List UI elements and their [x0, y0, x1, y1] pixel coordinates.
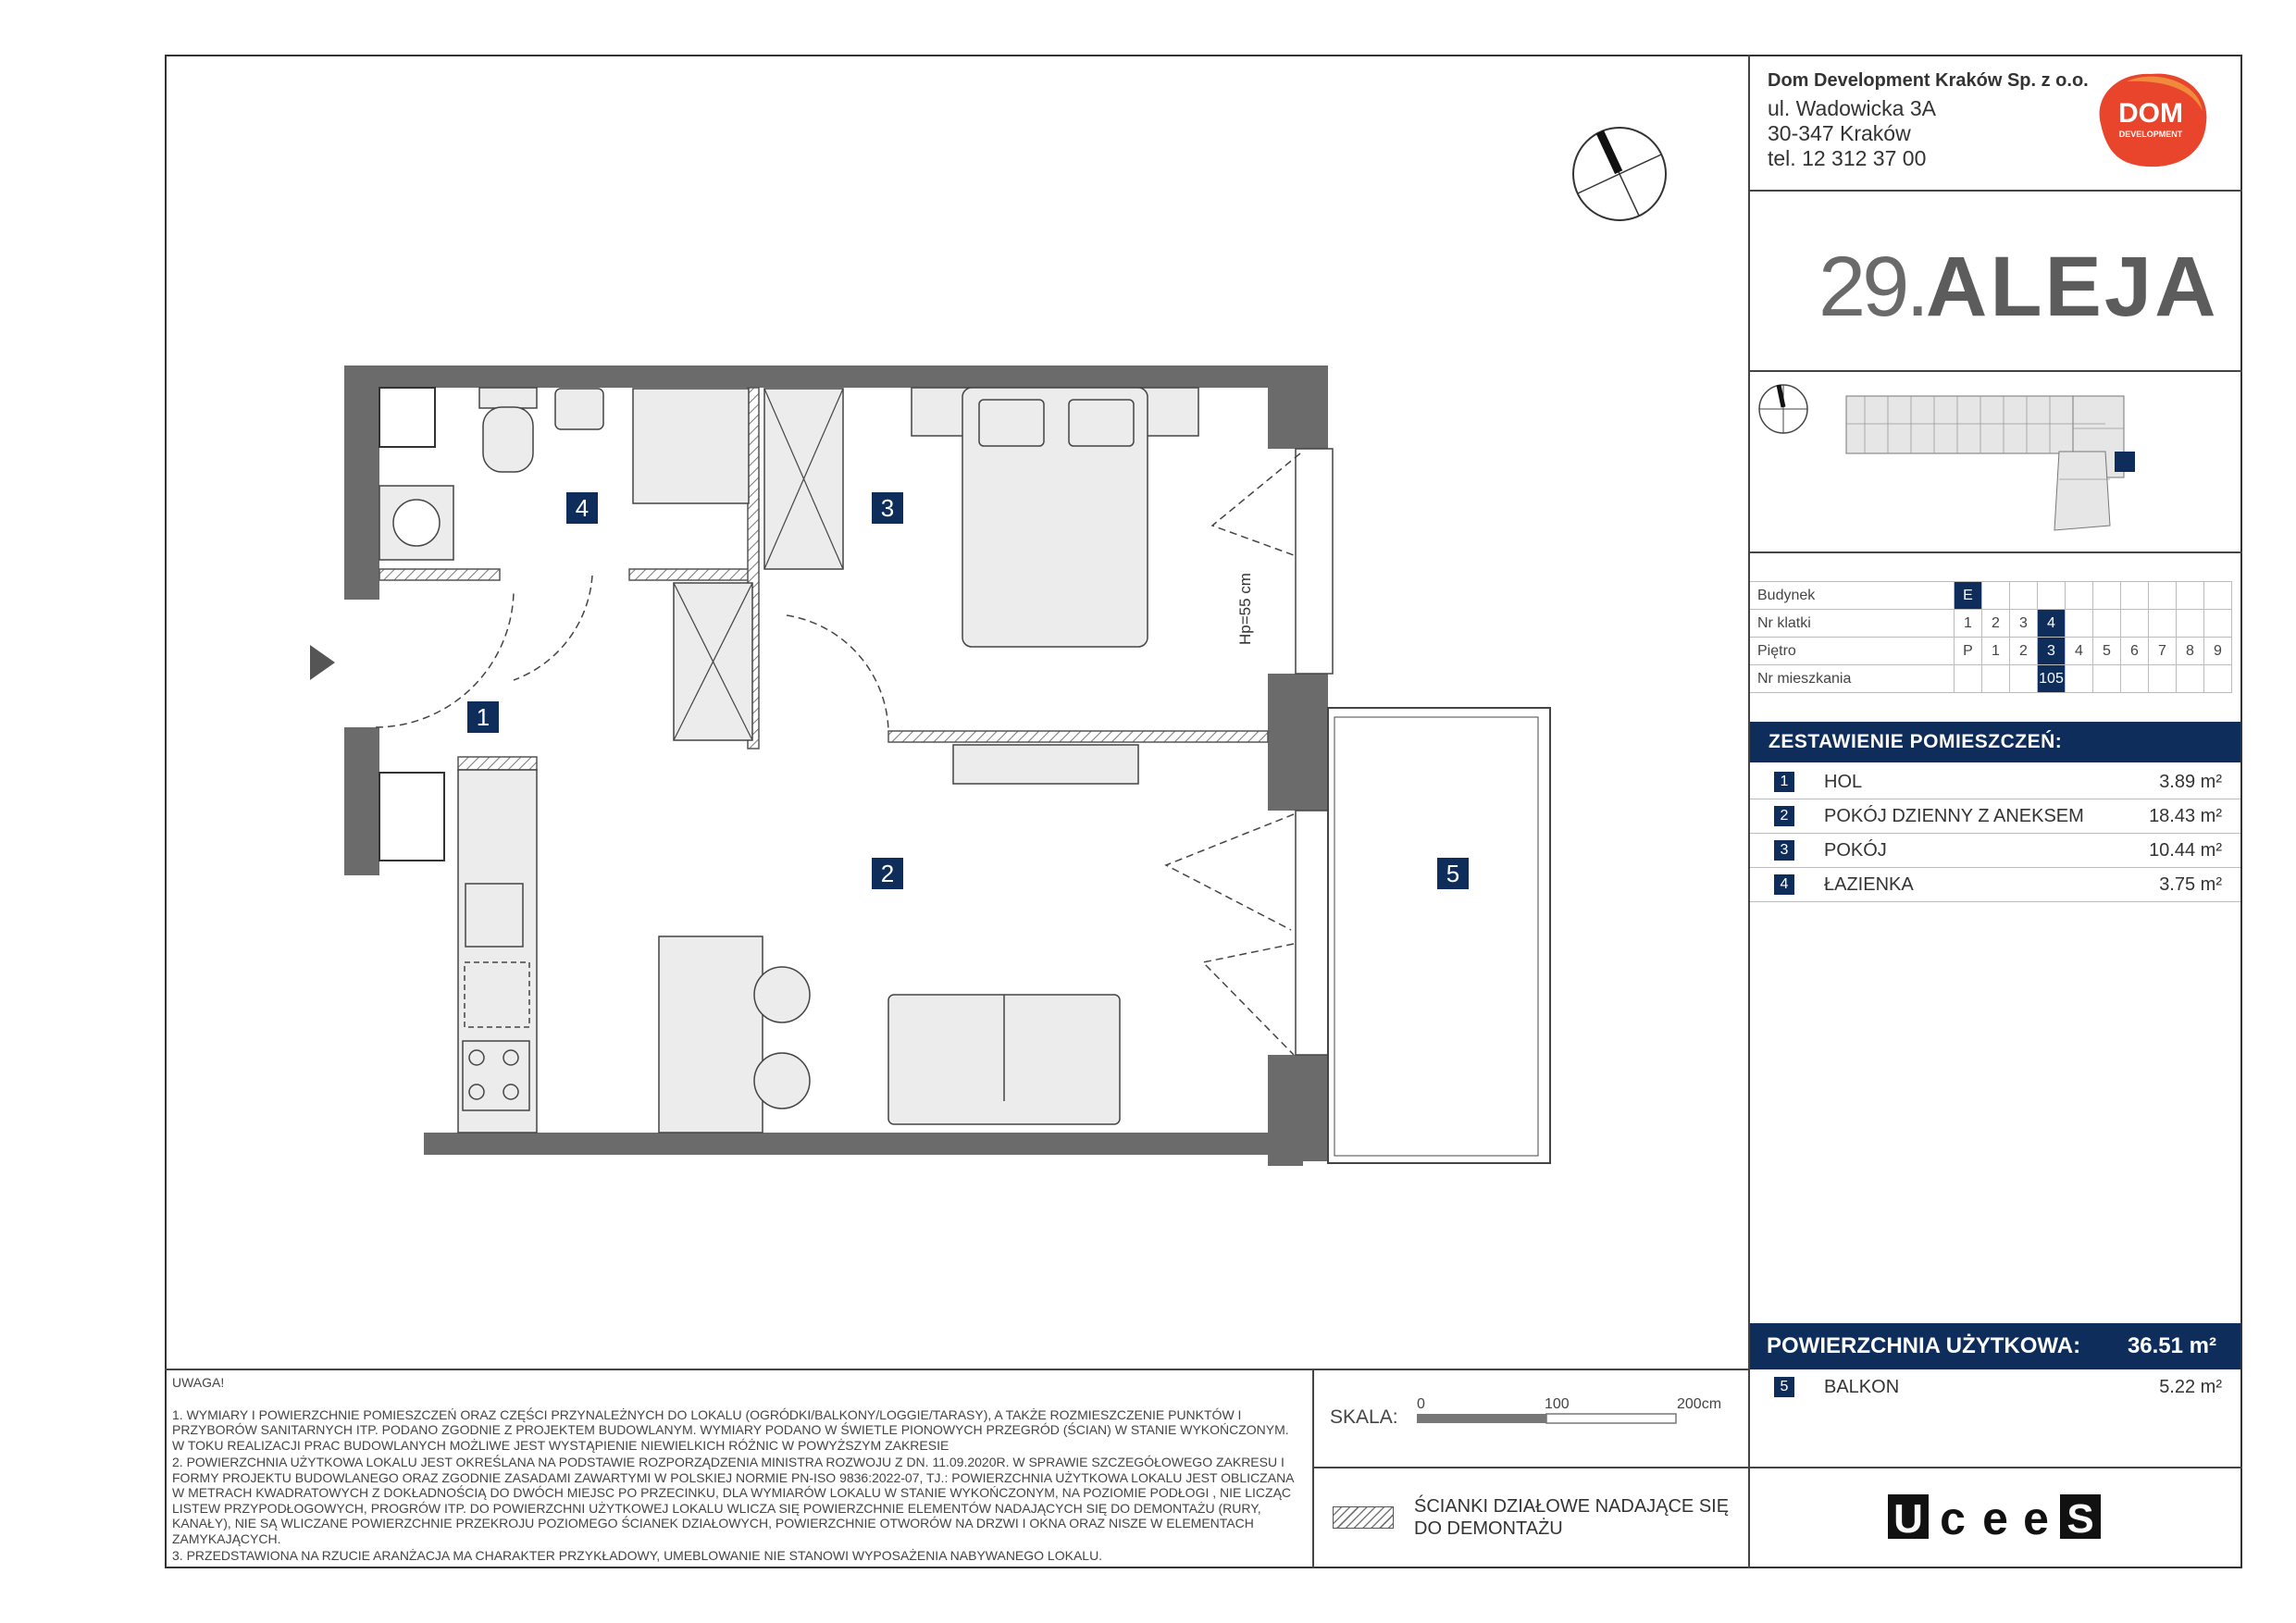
room-marker-1: 1: [467, 701, 499, 733]
brand-number: 29.: [1818, 240, 1926, 334]
balcony-area: 5.22 m²: [2159, 1377, 2222, 1397]
brand-name: ALEJA: [1925, 240, 2219, 334]
window-height-note: Hp=55 cm: [1236, 573, 1254, 645]
room-name: ŁAZIENKA: [1824, 874, 1914, 895]
building-info-table: [1750, 581, 2232, 693]
logo-dom-text: DOM: [2118, 98, 2183, 129]
room-area: 10.44 m²: [2149, 840, 2222, 861]
hatch-legend-swatch: [1333, 1506, 1394, 1529]
room-area: 3.75 m²: [2159, 874, 2222, 895]
rooms-heading: ZESTAWIENIE POMIESZCZEŃ:: [1750, 722, 2240, 762]
company-divider: [1748, 190, 2242, 192]
room-area: 3.89 m²: [2159, 772, 2222, 792]
notes-title: UWAGA!: [172, 1375, 225, 1390]
company-phone: tel. 12 312 37 00: [1768, 146, 1927, 170]
company-address-city: 30-347 Kraków: [1768, 121, 1911, 145]
key-plan: [1754, 378, 2235, 544]
row-klatka: Nr klatki 1 2 3 4: [1750, 610, 2232, 638]
company-name: Dom Development Kraków Sp. z o.o.: [1768, 70, 2089, 91]
scale-label: SKALA:: [1330, 1406, 1398, 1428]
cell-klatka-selected: 4: [2038, 610, 2066, 638]
scale-tick-200: 200cm: [1677, 1396, 1722, 1412]
room-number: 3: [1774, 840, 1794, 861]
notes-block: [172, 1375, 1299, 1566]
note-item: 3. PRZEDSTAWIONA NA RZUCIE ARANŻACJA MA CHARAKTER PRZYKŁADOWY, UMEBLOWANIE NIE STANOWI WYPOSAŻENIA NABYWANEGO LOKALU.: [172, 1548, 1103, 1563]
notes-skala-divider: [1312, 1369, 1314, 1568]
total-area-label: POWIERZCHNIA UŻYTKOWA:: [1767, 1333, 2081, 1358]
room-name: HOL: [1824, 772, 1863, 792]
notes-divider: [165, 1369, 1749, 1370]
svg-text:e: e: [1982, 1493, 2008, 1543]
cell-pietro-selected: 3: [2038, 638, 2066, 665]
room-row: [1750, 765, 2240, 799]
balcony-name: BALKON: [1824, 1377, 1900, 1397]
room-name: POKÓJ: [1824, 840, 1887, 861]
room-name: POKÓJ DZIENNY Z ANEKSEM: [1824, 806, 2084, 826]
cell-budynek-e: E: [1955, 582, 1982, 610]
note-item: 2. POWIERZCHNIA UŻYTKOWA LOKALU JEST OKREŚLANA NA PODSTAWIE ROZPORZĄDZENIA MINISTRA ROZWOJU Z DN. 11.09.2020R. W SPRAWIE SZCZEGÓŁOWEGO ZAKRESU I FORMY PROJEKTU BUDOWLANEGO ORAZ ZGODNIE ZASADAMI ZAWARTYMI W POLSKIEJ NORMIE PN-ISO 9836:2022-07, TJ.: POWIERZCHNIA UŻYTKOWA LOKALU JEST OBLICZANA W METRACH KWADRATOWYCH Z DOKŁADNOŚCIĄ DO DWÓCH MIEJSC PO PRZECINKU, DLA WYMIARÓW LOKALU W STANIE WYKOŃCZONYM, NA POZIOMIE PODŁOGI , NIE LICZĄC LISTEW PRZYPODŁOGOWYCH, PROGRÓW ITP. DO POWIERZCHNI UŻYTKOWEJ LOKALU WLICZA SIĘ POWIERZCHNIE ELEMENTÓW NADAJĄCYCH SIĘ DO DEMONTAŻU (RURY, KANAŁY), NIE SĄ WLICZANE POWIERZCHNIE PRZEKROJU POZIOMEGO ŚCIANEK DZIAŁOWYCH, POWIERZCHNIE OTWORÓW NA DRZWI I OKNA ORAZ NISZE W ELEMENTACH ZAMYKAJĄCYCH.: [172, 1455, 1294, 1546]
total-area-value: 36.51 m²: [2127, 1333, 2216, 1358]
svg-text:c: c: [1940, 1493, 1966, 1543]
balcony-divider: [1748, 1467, 2242, 1468]
room-area: 18.43 m²: [2149, 806, 2222, 826]
row-pietro: Piętro P 1 2 3 4 5 6 7 8 9: [1750, 638, 2232, 665]
svg-text:e: e: [2023, 1493, 2049, 1543]
scale-tick-100: 100: [1545, 1396, 1570, 1412]
north-compass-icon: [1564, 120, 1675, 231]
row-mieszkanie: [1750, 665, 2232, 693]
room-marker-5: 5: [1437, 858, 1469, 889]
room-marker-4: 4: [566, 492, 598, 524]
keyplan-divider: [1748, 551, 2242, 553]
label-budynek: Budynek: [1750, 582, 1955, 610]
keyplan-compass-icon: [1759, 385, 1807, 433]
room-row: [1750, 834, 2240, 868]
ucees-logo: [1888, 1492, 2110, 1543]
room-number: 2: [1774, 806, 1794, 826]
room-marker-3: 3: [872, 492, 903, 524]
room-row: [1750, 799, 2240, 834]
scale-bar: [1411, 1395, 1735, 1432]
balcony-row: [1750, 1370, 2240, 1404]
skala-legend-divider: [1312, 1467, 1749, 1468]
balcony-number: 5: [1774, 1377, 1794, 1397]
floor-plan: [296, 356, 1573, 1180]
room-number: 4: [1774, 874, 1794, 895]
keyplan-apartment-highlight: [2115, 452, 2135, 472]
total-area-bar: [1750, 1323, 2240, 1369]
room-marker-2: 2: [872, 858, 903, 889]
svg-text:U: U: [1893, 1496, 1923, 1542]
note-item: 1. WYMIARY I POWIERZCHNIE POMIESZCZEŃ ORAZ CZĘŚCI PRZYNALEŻNYCH DO LOKALU (OGRÓDKI/BALKONY/LOGGIE/TARASY), A TAKŻE ROZMIESZCZENIE PUNKTÓW I PRZYBORÓW SANITARNYCH ITP. PODANO ZGODNIE Z PROJEKTEM BUDOWLANYM. WYMIARY PODANO W ŚWIETLE PIONOWYCH PRZEGRÓD (ŚCIAN) W STANIE WYKOŃCZONYM. W TOKU REALIZACJI PRAC BUDOWLANYCH MOŻLIWE JEST WYSTĄPIENIE NIEWIELKICH RÓŻNIC W POWYŻSZYM ZAKRESIE: [172, 1406, 1289, 1453]
label-klatka: Nr klatki: [1750, 610, 1955, 638]
legend-text: ŚCIANKI DZIAŁOWE NADAJĄCE SIĘ DO DEMONTAŻU: [1414, 1496, 1730, 1539]
cell-mieszkanie-selected: 105: [2038, 665, 2066, 693]
company-address-street: ul. Wadowicka 3A: [1768, 96, 1936, 120]
label-mieszkanie: Nr mieszkania: [1750, 665, 1955, 693]
row-budynek: [1750, 582, 2232, 610]
scale-tick-0: 0: [1417, 1396, 1425, 1412]
dom-development-logo: [2090, 68, 2212, 170]
label-pietro: Piętro: [1750, 638, 1955, 665]
room-row: [1750, 868, 2240, 902]
brand-divider: [1748, 370, 2242, 372]
svg-text:S: S: [2066, 1496, 2094, 1542]
room-number: 1: [1774, 772, 1794, 792]
project-brand: [1818, 239, 2219, 336]
logo-development-text: DEVELOPMENT: [2118, 130, 2183, 139]
entrance-arrow-icon: [310, 645, 335, 680]
